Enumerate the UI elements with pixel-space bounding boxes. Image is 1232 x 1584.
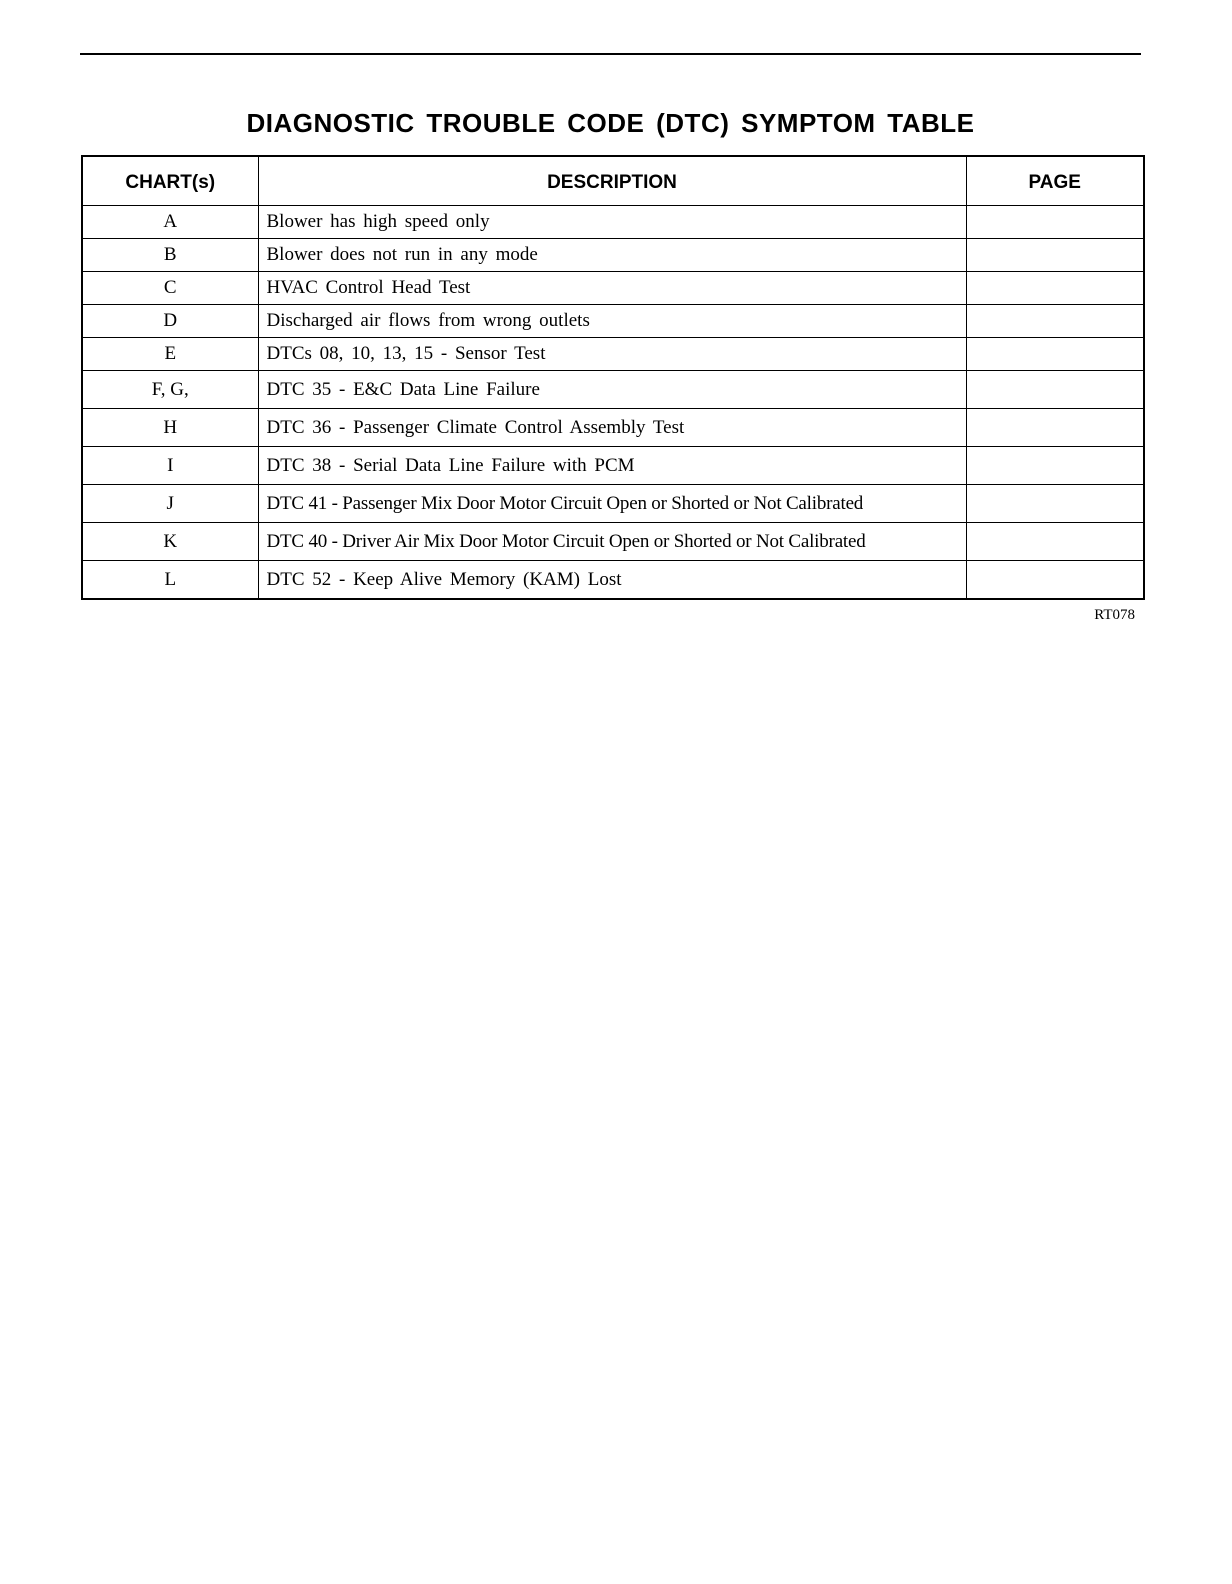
description-cell: DTC 52 - Keep Alive Memory (KAM) Lost: [258, 561, 966, 600]
table-row: [82, 409, 1144, 447]
table-row: [82, 523, 1144, 561]
chart-cell: H: [82, 409, 258, 447]
chart-cell: J: [82, 485, 258, 523]
page-cell: [966, 523, 1144, 561]
chart-cell: K: [82, 523, 258, 561]
table-row: [82, 371, 1144, 409]
description-cell: Blower has high speed only: [258, 206, 966, 239]
table-row: [82, 206, 1144, 239]
description-cell: HVAC Control Head Test: [258, 272, 966, 305]
description-cell: DTC 35 - E&C Data Line Failure: [258, 371, 966, 409]
page-cell: [966, 409, 1144, 447]
description-cell: Blower does not run in any mode: [258, 239, 966, 272]
table-row: [82, 272, 1144, 305]
chart-cell: C: [82, 272, 258, 305]
description-cell: Discharged air flows from wrong outlets: [258, 305, 966, 338]
column-header-page: PAGE: [966, 156, 1144, 206]
table-row: [82, 485, 1144, 523]
description-cell: DTC 41 - Passenger Mix Door Motor Circuit Open or Shorted or Not Calibrated: [258, 485, 966, 523]
table-row: [82, 561, 1144, 600]
chart-cell: A: [82, 206, 258, 239]
page-title: DIAGNOSTIC TROUBLE CODE (DTC) SYMPTOM TABLE: [246, 108, 975, 138]
table-row: [82, 305, 1144, 338]
page-cell: [966, 338, 1144, 371]
description-cell: DTC 36 - Passenger Climate Control Assembly Test: [258, 409, 966, 447]
page-cell: [966, 561, 1144, 600]
chart-cell: F, G,: [82, 371, 258, 409]
chart-cell: B: [82, 239, 258, 272]
dtc-symptom-table: [81, 155, 1145, 600]
column-header-chart: CHART(s): [82, 156, 258, 206]
table-header-row: [82, 156, 1144, 206]
page-cell: [966, 305, 1144, 338]
page-cell: [966, 239, 1144, 272]
page-cell: [966, 485, 1144, 523]
page-cell: [966, 206, 1144, 239]
table-row: [82, 447, 1144, 485]
figure-reference-code: RT078: [1094, 607, 1135, 623]
table-row: [82, 338, 1144, 371]
page-cell: [966, 272, 1144, 305]
page-cell: [966, 447, 1144, 485]
description-cell: DTC 38 - Serial Data Line Failure with PCM: [258, 447, 966, 485]
page-cell: [966, 371, 1144, 409]
chart-cell: L: [82, 561, 258, 600]
chart-cell: E: [82, 338, 258, 371]
top-rule: [80, 53, 1141, 55]
chart-cell: I: [82, 447, 258, 485]
chart-cell: D: [82, 305, 258, 338]
table-row: [82, 239, 1144, 272]
description-cell: DTCs 08, 10, 13, 15 - Sensor Test: [258, 338, 966, 371]
description-cell: DTC 40 - Driver Air Mix Door Motor Circuit Open or Shorted or Not Calibrated: [258, 523, 966, 561]
column-header-description: DESCRIPTION: [258, 156, 966, 206]
